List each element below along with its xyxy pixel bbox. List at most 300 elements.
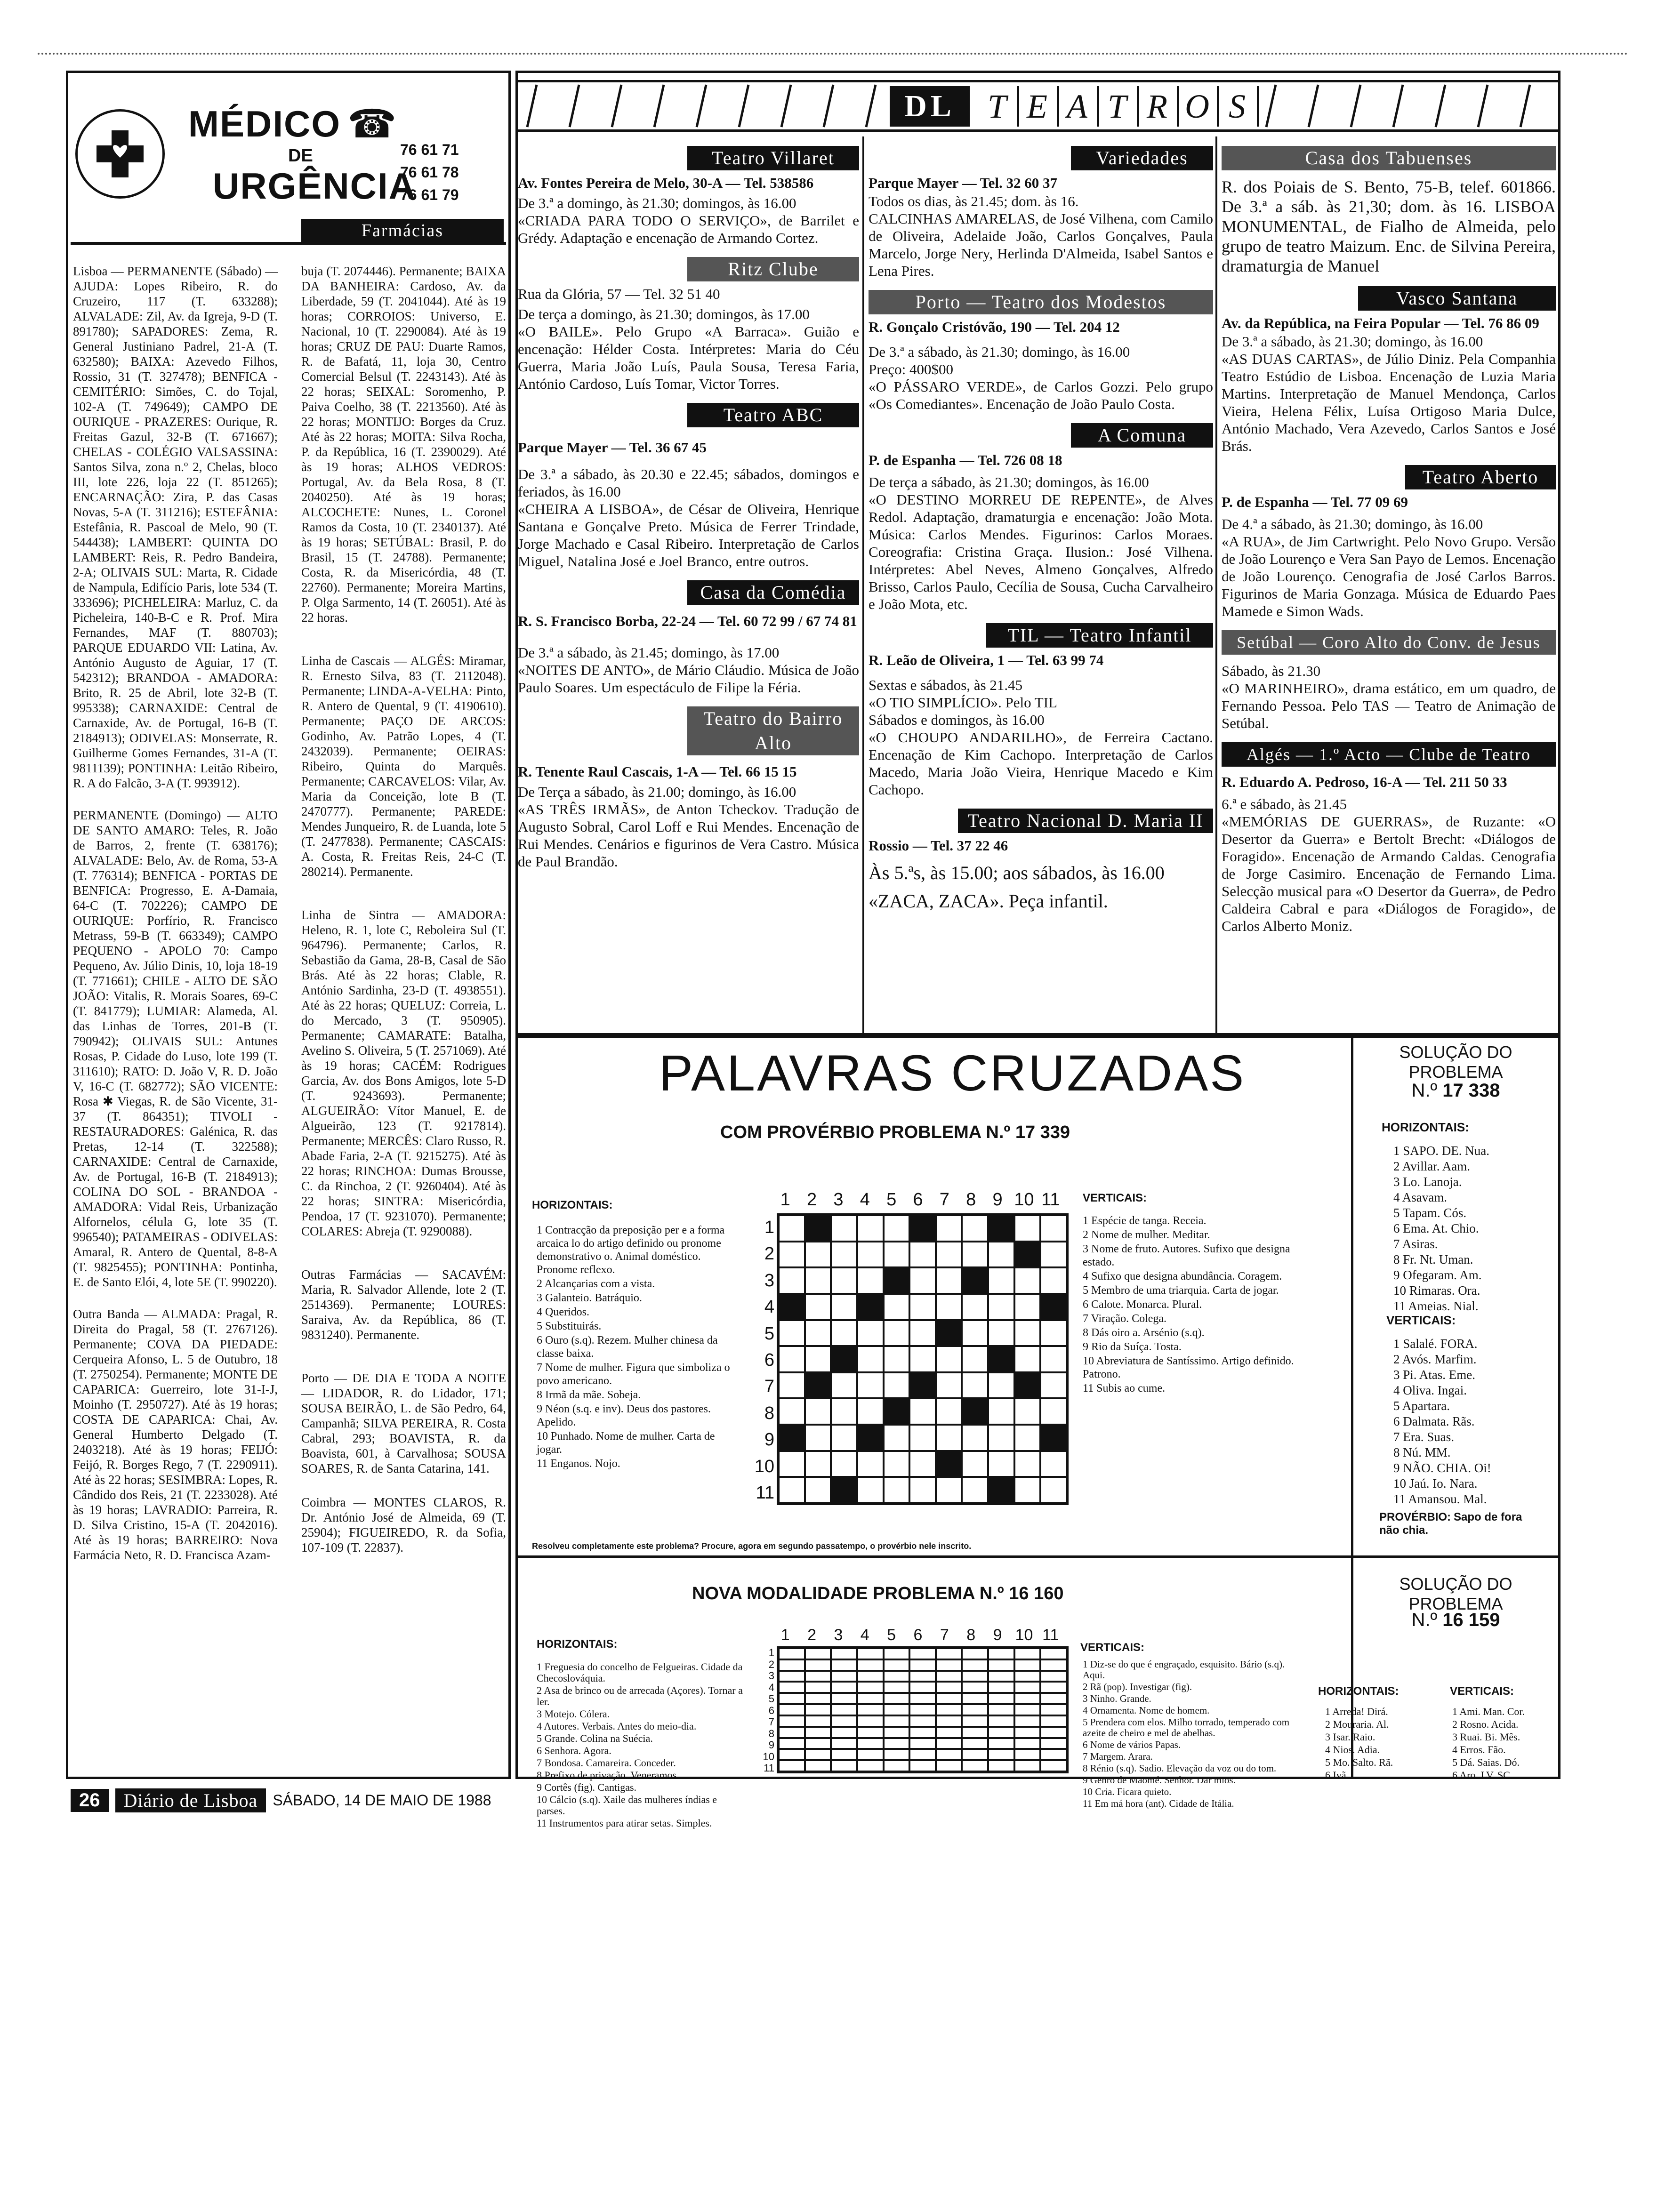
col-num: 5 [887,1626,896,1644]
grid-cell[interactable] [962,1659,988,1671]
clue2-h: 7 Bondosa. Camareira. Conceder. [537,1757,676,1769]
row-num: 5 [764,1323,774,1344]
theatre-details: De 4.ª a sábado, às 21.30; domingo, às 16.00 «A RUA», de Jim Cartwright. Pelo Novo Grupo. Versão de João Lourenço e Vera San Payo de Lemos. Encenação de João Lourenço. Cenografia de José Carlos Barros. Figurinos de Maria Gonzaga. Música de Eduardo Paes Mamede e Simon Wads. [1222,516,1556,619]
grid-cell[interactable] [962,1749,988,1760]
grid-cell[interactable] [936,1215,962,1242]
col-num: 10 [1014,1190,1034,1210]
grid-cell[interactable] [805,1738,831,1749]
theatre-address: Rua da Glória, 57 — Tel. 32 51 40 [518,286,720,302]
grid-cell[interactable] [1014,1477,1041,1503]
crossword-title [659,1044,1246,1101]
theatre-casa-comedia [518,580,859,696]
grid-cell[interactable] [857,1715,884,1727]
grid-cell-black [805,1215,831,1242]
grid-cell[interactable] [857,1215,884,1242]
grid-cell[interactable] [884,1704,910,1715]
medico-de: DE [288,146,313,166]
pharmacy-lisboa-sabado: Lisboa — PERMANENTE (Sábado) — AJUDA: Lopes Ribeiro, R. do Cruzeiro, 117 (T. 633288); ALVALADE: Zil, Av. da Igreja, 9-D (T. 891780); SAPADORES: Zema, R. General Justiniano Padrel, 21-A (T. 632580); BAIXA: Azevedo Filhos, Rossio, 31 (T. 327478); BENFICA - CEMITÉRIO: Simões, C. do Tojal, 102-A (T. 749649); CAMPO DE OURIQUE - PRAZERES: Ourique, R. Freitas Gazul, 32-B (T. 671667); CHELAS - COLÉGIO VALSASSINA: Santos Silva, zona n.º 2, Chelas, bloco III, lote 226, loja 22 (T. 851265); ENCARNAÇÃO: Zira, P. das Casas Novas, 5-A (T. 311216); ESTEFÂNIA: Estefânia, R. Pascoal de Melo, 90 (T. 544438); LAMBERT: QUINTA DO LAMBERT: Reis, R. Pedro Bandeira, 2-A; OLIVAIS SUL: Marta, R. Cidade de Nampula, Edifício Paris, lote 534 (T. 333696); PICHELEIRA: Marluz, C. da Picheleira, 140-B-C e R. Prof. Mira Fernandes, MAF (T. 880703); PARQUE EDUARDO VII: Latina, Av. António Augusto de Aguiar, 17 (T. 542312); BRANDOA - AMADORA: Brito, R. 25 de Abril, lote 32-B (T. 995338); CARNAXIDE: Central de Carnaxide, Av. de Portugal, 16-B (T. 2184913); ODIVELAS: Monserrate, R. Guilherme Gomes Fernandes, 31-A (T. 9811139); PONTINHA: Leitão Ribeiro, R. A do Falcão, 3-A (T. 993912). [73,264,278,790]
grid-cell[interactable] [909,1267,936,1294]
grid-cell[interactable] [884,1294,910,1320]
grid-cell[interactable] [857,1242,884,1268]
grid-cell[interactable] [962,1648,988,1659]
grid-cell[interactable] [857,1477,884,1503]
grid-cell[interactable] [909,1294,936,1320]
grid-cell[interactable] [909,1693,936,1704]
grid-cell[interactable] [962,1682,988,1693]
grid-cell[interactable] [779,1682,805,1693]
grid-cell[interactable] [936,1671,962,1682]
proverbio-label: PROVÉRBIO: [1379,1511,1451,1523]
grid-cell[interactable] [1040,1320,1067,1346]
grid-cell[interactable] [831,1704,857,1715]
grid-cell[interactable] [805,1693,831,1704]
col-num: 9 [993,1626,1002,1644]
grid-cell[interactable] [884,1242,910,1268]
teatros-column-1 [518,146,859,870]
grid-cell[interactable] [1040,1398,1067,1425]
grid-cell[interactable] [831,1760,857,1771]
solution2-h-header: HORIZONTAIS: [1318,1685,1399,1698]
grid-cell[interactable] [779,1659,805,1671]
grid-cell[interactable] [1014,1760,1041,1771]
theatre-details: De terça a domingo, às 21.30; domingos, às 17.00 «O BAILE». Pelo Grupo «A Barraca». Guião e encenação: Hélder Costa. Intérpretes: Maria do Céu Guerra, Maria João Luís, Paula Sousa, Teresa Faria, António Cardoso, Luís Tomar, Victor Torres. [518,306,859,392]
grid-cell[interactable] [936,1682,962,1693]
col-num: 2 [806,1190,817,1210]
grid-cell[interactable] [857,1693,884,1704]
theatre-variedades [869,146,1213,280]
grid-cell[interactable] [779,1372,805,1399]
grid-cell[interactable] [962,1693,988,1704]
grid-cell[interactable] [884,1682,910,1693]
grid-cell[interactable] [779,1242,805,1268]
grid-cell[interactable] [805,1648,831,1659]
grid-cell[interactable] [884,1346,910,1372]
grid-cell[interactable] [1014,1648,1041,1659]
theatre-header: TIL — Teatro Infantil [986,623,1213,648]
grid-cell[interactable] [1040,1682,1067,1693]
grid-cell[interactable] [909,1749,936,1760]
grid-cell[interactable] [988,1648,1014,1659]
grid-cell[interactable] [988,1704,1014,1715]
grid-cell[interactable] [1040,1648,1067,1659]
grid-cell[interactable] [936,1267,962,1294]
crossword1-v-label: VERTICAIS: [1083,1192,1147,1204]
grid-cell[interactable] [884,1320,910,1346]
theatre-details: 6.ª e sábado, às 21.45 «MEMÓRIAS DE GUERRAS», de Ruzante: «O Desertor da Guerra» e Bertolt Brecht: «Diálogos de Foragido». Encenação de Armando Caldas. Cenografia de Jorge Casimiro. Encenação de Fernando Lima. Selecção musical para «O Desertor da Guerra», de Pedro Caldeira Cabral e para «Diálogos de Foragido», de Carlos Alberto Moniz. [1222,796,1556,934]
grid-cell[interactable] [988,1715,1014,1727]
theatre-address: Rossio — Tel. 37 22 46 [869,837,1008,854]
teatros-col-sep-2 [1215,136,1217,1033]
grid-cell[interactable] [1040,1451,1067,1477]
solution2-number [1351,1610,1560,1631]
grid-cell[interactable] [831,1215,857,1242]
grid-cell[interactable] [779,1346,805,1372]
col-num: 7 [939,1190,949,1210]
grid-cell[interactable] [1014,1320,1041,1346]
grid-cell[interactable] [988,1682,1014,1693]
grid-cell[interactable] [857,1671,884,1682]
teatros-letter-2: E [1019,86,1059,127]
grid-cell[interactable] [857,1704,884,1715]
grid-cell[interactable] [805,1294,831,1320]
grid-cell[interactable] [805,1242,831,1268]
grid-cell-black [962,1267,988,1294]
grid-cell[interactable] [962,1346,988,1372]
grid-cell[interactable] [988,1749,1014,1760]
grid-cell[interactable] [779,1727,805,1738]
solution2-horizontais [1325,1706,1393,1782]
grid-cell[interactable] [988,1242,1014,1268]
grid-cell[interactable] [909,1242,936,1268]
grid-cell[interactable] [936,1425,962,1451]
grid-cell[interactable] [831,1267,857,1294]
clue-v-11: 11 Subis ao cume. [1083,1382,1166,1395]
grid-cell[interactable] [857,1749,884,1760]
grid-cell[interactable] [936,1704,962,1715]
sol2-h: 6 Ivã. [1325,1769,1349,1781]
grid-cell[interactable] [831,1749,857,1760]
theatre-address: R. Gonçalo Cristóvão, 190 — Tel. 204 12 [869,319,1120,335]
grid-cell[interactable] [936,1715,962,1727]
grid-cell[interactable] [831,1451,857,1477]
grid-cell[interactable] [779,1215,805,1242]
grid-cell[interactable] [884,1715,910,1727]
crossword1-horizontais [537,1224,739,1471]
grid-cell[interactable] [857,1659,884,1671]
grid-cell[interactable] [962,1451,988,1477]
grid-cell[interactable] [962,1320,988,1346]
grid-cell[interactable] [1040,1704,1067,1715]
grid-cell[interactable] [831,1648,857,1659]
grid-cell[interactable] [1014,1727,1041,1738]
grid-cell[interactable] [884,1659,910,1671]
grid-cell[interactable] [909,1346,936,1372]
row-num: 4 [768,1681,774,1693]
grid-cell[interactable] [857,1372,884,1399]
grid-cell[interactable] [962,1727,988,1738]
grid-cell[interactable] [988,1294,1014,1320]
grid-cell[interactable] [831,1372,857,1399]
grid-cell[interactable] [962,1760,988,1771]
grid-cell[interactable] [936,1738,962,1749]
grid-cell[interactable] [962,1294,988,1320]
grid-cell[interactable] [936,1693,962,1704]
grid-cell[interactable] [805,1749,831,1760]
grid-cell-black [857,1425,884,1451]
grid-cell[interactable] [988,1398,1014,1425]
grid-cell[interactable] [831,1738,857,1749]
grid-cell[interactable] [1040,1477,1067,1503]
grid-cell[interactable] [831,1693,857,1704]
phone-2: 76 61 78 [400,164,459,181]
grid-cell[interactable] [1014,1704,1041,1715]
grid-cell-black [936,1320,962,1346]
grid-cell[interactable] [857,1320,884,1346]
grid-cell[interactable] [909,1715,936,1727]
grid-cell[interactable] [936,1398,962,1425]
grid-cell[interactable] [831,1671,857,1682]
grid-cell[interactable] [1040,1727,1067,1738]
clue2-h: 3 Motejo. Cólera. [537,1708,610,1720]
grid-cell[interactable] [805,1398,831,1425]
grid-cell[interactable] [936,1372,962,1399]
grid-cell[interactable] [884,1215,910,1242]
grid-cell[interactable] [779,1648,805,1659]
grid-cell[interactable] [936,1727,962,1738]
grid-cell[interactable] [857,1727,884,1738]
grid-cell[interactable] [779,1671,805,1682]
issue-date: SÁBADO, 14 DE MAIO DE 1988 [273,1791,491,1809]
sol-v: 8 Nú. MM. [1393,1445,1451,1459]
sol-h: 2 Avillar. Aam. [1393,1159,1470,1173]
grid-cell[interactable] [1040,1693,1067,1704]
sol-h: 10 Rimaras. Ora. [1393,1283,1480,1298]
grid-cell[interactable] [988,1727,1014,1738]
grid-cell[interactable] [1040,1346,1067,1372]
grid-cell[interactable] [988,1738,1014,1749]
grid-cell[interactable] [962,1671,988,1682]
grid-cell[interactable] [936,1659,962,1671]
grid-cell[interactable] [962,1425,988,1451]
grid-cell[interactable] [1040,1215,1067,1242]
grid-cell[interactable] [909,1425,936,1451]
grid-cell[interactable] [779,1760,805,1771]
sol2-h: 3 Isar. Raio. [1325,1731,1375,1743]
theatre-address: Parque Mayer — Tel. 36 67 45 [518,439,707,456]
grid-cell[interactable] [805,1671,831,1682]
row-num: 1 [768,1647,774,1659]
grid-cell[interactable] [909,1398,936,1425]
grid-cell[interactable] [805,1715,831,1727]
grid-cell[interactable] [962,1704,988,1715]
grid-cell[interactable] [988,1267,1014,1294]
grid-cell[interactable] [936,1346,962,1372]
grid-cell[interactable] [857,1738,884,1749]
grid-cell[interactable] [962,1715,988,1727]
grid-cell[interactable] [909,1727,936,1738]
grid-cell[interactable] [988,1671,1014,1682]
grid-cell[interactable] [1014,1267,1041,1294]
grid-cell[interactable] [779,1738,805,1749]
grid-cell[interactable] [831,1682,857,1693]
grid-cell[interactable] [884,1760,910,1771]
grid-cell[interactable] [805,1727,831,1738]
grid-cell[interactable] [779,1477,805,1503]
grid-cell[interactable] [779,1398,805,1425]
grid-cell[interactable] [857,1648,884,1659]
grid-cell[interactable] [1040,1372,1067,1399]
grid-cell[interactable] [884,1693,910,1704]
grid-cell[interactable] [805,1320,831,1346]
grid-cell[interactable] [1040,1659,1067,1671]
grid-cell[interactable] [857,1682,884,1693]
grid-cell[interactable] [909,1704,936,1715]
clue-v-9: 9 Rio da Suíça. Tosta. [1083,1341,1182,1353]
grid-cell[interactable] [988,1760,1014,1771]
grid-cell[interactable] [779,1320,805,1346]
grid-cell[interactable] [857,1267,884,1294]
grid-cell[interactable] [909,1648,936,1659]
grid-cell[interactable] [1040,1715,1067,1727]
sol-h: 6 Ema. At. Chio. [1393,1221,1479,1235]
grid-cell[interactable] [805,1477,831,1503]
pharmacy-linha-sintra: Linha de Sintra — AMADORA: Heleno, R. 1, lote C, Reboleira Sul (T. 964796). Permanente; Carlos, R. Sebastião da Gama, 28-B, Casal de São Brás. Até às 22 horas; Clable, R. António Sardinha, 23-D (T. 4938551). Até às 22 horas; QUELUZ: Correia, L. do Mercado, 3 (T. 950905). Permanente; CAMARATE: Batalha, Avelino S. Oliveira, 5 (T. 2571069). Até às 19 horas; CACÉM: Rodrigues Garcia, Av. dos Bons Amigos, lote 5-D (T. 9243693). Permanente; ALGUEIRÃO: Vítor Manuel, E. de Algueirão, 123 (T. 9217814). Permanente; MERCÊS: Claro Russo, R. Abade Faria, 2-A (T. 9215275). Até às 22 horas; RINCHOA: Dumas Brousse, C. da Rinchoa, 2 (T. 9260404). Até às 22 horas; SINTRA: Misericórdia, Pendoa, 17 (T. 9231070). Permanente; COLARES: Abreja (T. 9290088). [301,908,506,1238]
col-num: 11 [1041,1190,1060,1210]
solution1-number-prefix: N.º [1411,1080,1438,1101]
pharmacy-coimbra: Coimbra — MONTES CLAROS, R. Dr. António José de Almeida, 69 (T. 25904); FIGUEIREDO, R. da Sofia, 107-109 (T. 22837). [301,1495,506,1555]
grid-cell[interactable] [988,1451,1014,1477]
teatros-letter-7: S [1219,86,1259,127]
row-num: 3 [768,1670,774,1682]
grid-cell[interactable] [831,1398,857,1425]
grid-cell[interactable] [1040,1267,1067,1294]
grid-cell[interactable] [805,1704,831,1715]
sol2-h: 5 Mo. Salto. Rã. [1325,1756,1393,1768]
grid-cell[interactable] [884,1749,910,1760]
grid-cell[interactable] [831,1320,857,1346]
grid-cell[interactable] [962,1242,988,1268]
crossword-title-text: PALAVRAS CRUZADAS [659,1044,1246,1101]
grid-cell[interactable] [909,1451,936,1477]
grid-cell[interactable] [1014,1682,1041,1693]
sol2-v: 5 Dá. Saias. Dó. [1452,1756,1520,1768]
grid-cell[interactable] [831,1659,857,1671]
grid-cell[interactable] [1014,1398,1041,1425]
grid-cell[interactable] [779,1749,805,1760]
grid-cell[interactable] [936,1477,962,1503]
grid-cell[interactable] [936,1294,962,1320]
theatre-details: De 3.ª a sábado, às 21.30; domingo, às 16.00 «AS DUAS CARTAS», de Júlio Diniz. Pela Companhia Teatro Estúdio de Lisboa. Encenação de Luzia Maria Martins. Interpretação de Manuel Mendonça, Carlos Vieira, Helena Félix, Luísa Ortigoso Maria Dulce, António Machado, Vera Azevedo, Carlos Santos e José Brás. [1222,333,1556,454]
grid-cell[interactable] [884,1727,910,1738]
col-num: 8 [966,1626,976,1644]
grid-cell[interactable] [988,1693,1014,1704]
grid-cell[interactable] [909,1682,936,1693]
solution1-number [1351,1080,1560,1101]
theatre-vasco-santana [1222,286,1556,455]
grid-cell[interactable] [909,1320,936,1346]
pharmacy-outras: Outras Farmácias — SACAVÉM: Maria, R. Salvador Allende, lote 2 (T. 2514369). Permanente; LOURES: Saraiva, Av. da República, 86 (T. 9831240). Permanente. [301,1267,506,1342]
dl-logo-box [890,86,970,127]
grid-cell[interactable] [884,1451,910,1477]
grid-cell[interactable] [962,1215,988,1242]
theatre-address: Av. Fontes Pereira de Melo, 30-A — Tel. 538586 [518,175,814,191]
sol-v: 5 Apartara. [1393,1399,1450,1413]
grid-cell[interactable] [988,1659,1014,1671]
grid-cell[interactable] [831,1425,857,1451]
grid-cell[interactable] [962,1372,988,1399]
grid-cell[interactable] [779,1451,805,1477]
grid-cell[interactable] [779,1693,805,1704]
grid-cell[interactable] [1014,1294,1041,1320]
grid-cell[interactable] [936,1749,962,1760]
grid-cell[interactable] [831,1294,857,1320]
grid-cell[interactable] [884,1477,910,1503]
grid-cell[interactable] [1014,1671,1041,1682]
grid-cell[interactable] [988,1425,1014,1451]
grid-cell[interactable] [831,1715,857,1727]
grid-cell[interactable] [1014,1738,1041,1749]
grid-cell[interactable] [1014,1715,1041,1727]
theatre-details: De 3.ª a sábado, às 20.30 e 22.45; sábados, domingos e feriados, às 16.00 «CHEIRA A LISBOA», de César de Oliveira, Henrique Santana e Gonçalve Preto. Música de Ferrer Trindade, Jorge Machado e Casal Ribeiro. Interpretação de Carlos Miguel, Natalina José e Joel Branco, entre outros. [518,466,859,569]
grid-cell[interactable] [805,1346,831,1372]
grid-cell[interactable] [909,1477,936,1503]
grid-cell-black [857,1294,884,1320]
grid-cell[interactable] [988,1320,1014,1346]
clue2-v: 10 Cria. Ficara quieto. [1083,1786,1172,1797]
grid-cell[interactable] [1040,1738,1067,1749]
grid-cell[interactable] [1014,1425,1041,1451]
grid-cell[interactable] [805,1267,831,1294]
theatre-address: R. Eduardo A. Pedroso, 16-A — Tel. 211 50 33 [1222,774,1507,790]
grid-cell[interactable] [857,1451,884,1477]
grid-cell[interactable] [1014,1451,1041,1477]
grid-cell[interactable] [831,1242,857,1268]
grid-cell-black [779,1425,805,1451]
grid-cell[interactable] [779,1704,805,1715]
grid-cell[interactable] [884,1671,910,1682]
solution2-number-value: 16 159 [1442,1610,1500,1630]
sol-v: 6 Dalmata. Rãs. [1393,1414,1475,1428]
grid-cell[interactable] [936,1648,962,1659]
grid-cell[interactable] [909,1738,936,1749]
grid-cell[interactable] [831,1727,857,1738]
dl-letter-l: L [930,89,955,123]
grid-cell[interactable] [1040,1749,1067,1760]
grid-cell[interactable] [884,1372,910,1399]
grid-cell[interactable] [1014,1346,1041,1372]
grid-cell[interactable] [884,1738,910,1749]
grid-cell[interactable] [805,1659,831,1671]
grid-cell[interactable] [857,1346,884,1372]
grid-cell[interactable] [1014,1749,1041,1760]
grid-cell[interactable] [805,1451,831,1477]
clue-v-1: 1 Espécie de tanga. Receia. [1083,1215,1207,1227]
grid-cell[interactable] [909,1659,936,1671]
clue2-h: 2 Asa de brinco ou de arrecada (Açores). Tornar a ler. [537,1684,743,1707]
row-num: 9 [768,1739,774,1751]
sol-v: 1 Salalé. FORA. [1393,1337,1478,1351]
grid-cell[interactable] [805,1760,831,1771]
farmacias-rule [71,242,506,245]
grid-cell[interactable] [909,1671,936,1682]
grid-cell[interactable] [857,1398,884,1425]
grid-cell[interactable] [1040,1671,1067,1682]
grid-cell[interactable] [779,1715,805,1727]
grid-cell[interactable] [909,1760,936,1771]
grid-cell[interactable] [884,1425,910,1451]
sol-h: 3 Lo. Lanoja. [1393,1175,1462,1189]
grid-cell[interactable] [962,1477,988,1503]
row-num: 6 [764,1350,774,1370]
grid-cell[interactable] [857,1760,884,1771]
grid-cell[interactable] [1040,1760,1067,1771]
grid-cell-black [1014,1372,1041,1399]
grid-cell[interactable] [936,1760,962,1771]
theatre-villaret [518,146,859,247]
grid-cell[interactable] [988,1372,1014,1399]
grid-cell[interactable] [1014,1693,1041,1704]
grid-cell[interactable] [1014,1659,1041,1671]
grid-cell[interactable] [1040,1242,1067,1268]
grid-cell[interactable] [805,1425,831,1451]
grid-cell[interactable] [936,1242,962,1268]
grid-cell[interactable] [779,1267,805,1294]
grid-cell[interactable] [962,1738,988,1749]
grid-cell[interactable] [805,1682,831,1693]
grid-cell[interactable] [1014,1215,1041,1242]
grid-cell[interactable] [884,1648,910,1659]
col-num: 8 [966,1190,976,1210]
